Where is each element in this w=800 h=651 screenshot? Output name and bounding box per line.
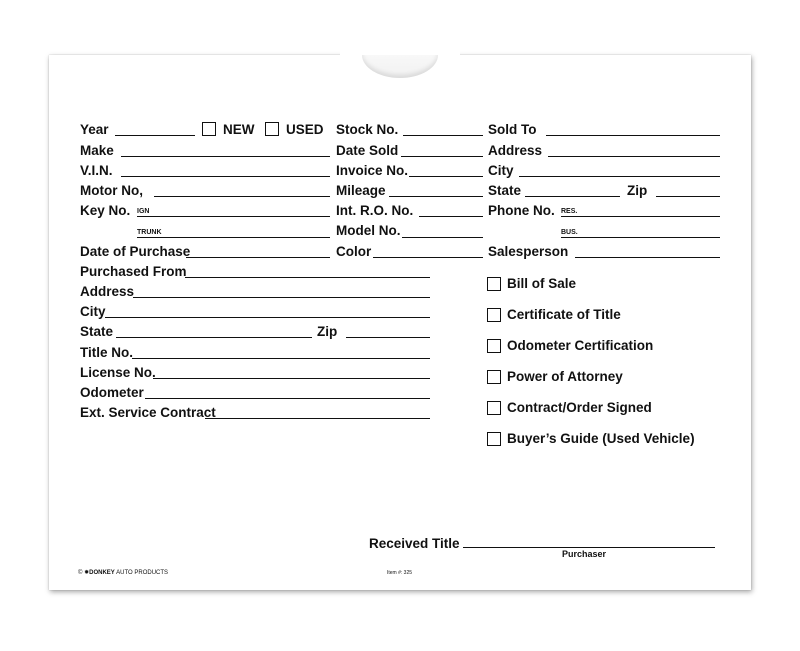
mileage-label: Mileage — [336, 183, 386, 198]
date-sold-label: Date Sold — [336, 143, 399, 158]
invoice-no-label: Invoice No. — [336, 163, 409, 178]
used-label: USED — [286, 122, 324, 137]
ext-service-contract-label: Ext. Service Contract — [80, 405, 216, 420]
invoice-no-line[interactable] — [409, 176, 483, 177]
buyers-guide-checkbox[interactable] — [487, 432, 501, 446]
ign-key-line[interactable] — [137, 216, 330, 217]
power-of-attorney-checkbox[interactable] — [487, 370, 501, 384]
donkey-icon: ✹ — [84, 570, 90, 576]
sold-to-line[interactable] — [546, 135, 720, 136]
ext-service-contract-line[interactable] — [205, 418, 430, 419]
color-line[interactable] — [373, 257, 483, 258]
trunk-key-line[interactable] — [137, 237, 330, 238]
trunk-label: TRUNK — [137, 229, 162, 236]
int-ro-no-line[interactable] — [419, 216, 483, 217]
model-no-label: Model No. — [336, 223, 401, 238]
int-ro-no-label: Int. R.O. No. — [336, 203, 414, 218]
ign-label: IGN — [137, 208, 150, 215]
notch-mask — [340, 0, 460, 55]
purchased-from-line[interactable] — [185, 277, 430, 278]
prev-address-label: Address — [80, 284, 135, 299]
prev-zip-line[interactable] — [346, 337, 430, 338]
brand-logo — [78, 570, 168, 577]
city-label: City — [488, 163, 514, 178]
power-of-attorney-label: Power of Attorney — [507, 369, 623, 384]
received-title-label: Received Title — [369, 536, 460, 551]
motor-no-line[interactable] — [154, 196, 330, 197]
odometer-line[interactable] — [145, 398, 430, 399]
make-line[interactable] — [121, 156, 330, 157]
vin-label: V.I.N. — [80, 163, 113, 178]
certificate-of-title-label: Certificate of Title — [507, 307, 621, 322]
odometer-certification-label: Odometer Certification — [507, 338, 654, 353]
date-of-purchase-line[interactable] — [186, 257, 330, 258]
buyers-guide-label: Buyer’s Guide (Used Vehicle) — [507, 431, 695, 446]
prev-zip-label: Zip — [317, 324, 338, 339]
state-line[interactable] — [525, 196, 620, 197]
phone-bus-line[interactable] — [561, 237, 720, 238]
purchased-from-label: Purchased From — [80, 264, 187, 279]
address-line[interactable] — [548, 156, 720, 157]
model-no-line[interactable] — [402, 237, 483, 238]
state-label: State — [488, 183, 522, 198]
zip-label: Zip — [627, 183, 648, 198]
stock-no-label: Stock No. — [336, 122, 399, 137]
city-line[interactable] — [519, 176, 720, 177]
license-no-line[interactable] — [153, 378, 430, 379]
certificate-of-title-checkbox[interactable] — [487, 308, 501, 322]
odometer-label: Odometer — [80, 385, 144, 400]
phone-no-label: Phone No. — [488, 203, 555, 218]
color-label: Color — [336, 244, 372, 259]
prev-city-label: City — [80, 304, 106, 319]
used-checkbox[interactable] — [265, 122, 279, 136]
year-line[interactable] — [115, 135, 195, 136]
bus-label: BUS. — [561, 229, 578, 236]
res-label: RES. — [561, 208, 578, 215]
salesperson-line[interactable] — [575, 257, 720, 258]
address-label: Address — [488, 143, 543, 158]
stock-no-line[interactable] — [403, 135, 483, 136]
date-sold-line[interactable] — [401, 156, 483, 157]
prev-state-label: State — [80, 324, 114, 339]
make-label: Make — [80, 143, 114, 158]
new-label: NEW — [223, 122, 255, 137]
title-no-label: Title No. — [80, 345, 134, 360]
item-number: Item #: 325 — [387, 570, 413, 576]
brand-suffix: AUTO PRODUCTS — [116, 570, 169, 576]
vin-line[interactable] — [121, 176, 330, 177]
zip-line[interactable] — [656, 196, 720, 197]
year-label: Year — [80, 122, 109, 137]
odometer-certification-checkbox[interactable] — [487, 339, 501, 353]
bill-of-sale-label: Bill of Sale — [507, 276, 577, 291]
phone-res-line[interactable] — [561, 216, 720, 217]
title-no-line[interactable] — [132, 358, 430, 359]
license-no-label: License No. — [80, 365, 156, 380]
key-no-label: Key No. — [80, 203, 131, 218]
sold-to-label: Sold To — [488, 122, 537, 137]
salesperson-label: Salesperson — [488, 244, 569, 259]
brand-name: DONKEY — [89, 570, 115, 576]
motor-no-label: Motor No, — [80, 183, 143, 198]
received-title-line[interactable] — [463, 547, 715, 548]
mileage-line[interactable] — [389, 196, 483, 197]
contract-order-signed-checkbox[interactable] — [487, 401, 501, 415]
prev-address-line[interactable] — [133, 297, 430, 298]
purchaser-label: Purchaser — [562, 549, 607, 559]
bill-of-sale-checkbox[interactable] — [487, 277, 501, 291]
date-of-purchase-label: Date of Purchase — [80, 244, 191, 259]
prev-state-line[interactable] — [116, 337, 312, 338]
deal-envelope — [49, 55, 751, 590]
contract-order-signed-label: Contract/Order Signed — [507, 400, 652, 415]
new-checkbox[interactable] — [202, 122, 216, 136]
copyright-symbol: © — [78, 570, 83, 576]
prev-city-line[interactable] — [105, 317, 430, 318]
